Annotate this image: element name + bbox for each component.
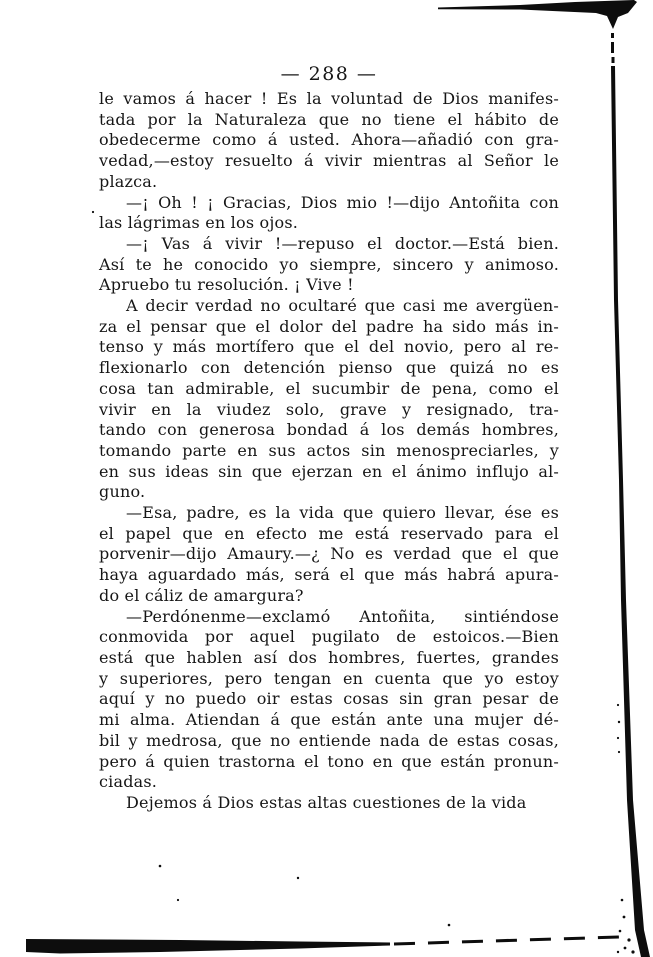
text-line: haya aguardado más, será el que más habrá apura- (99, 565, 559, 585)
text-line: —Esa, padre, es la vida que quiero llevar, ése es (126, 503, 559, 523)
text-line: las lágrimas en los ojos. (99, 213, 299, 233)
scan-artifact-top-edge-line (438, 0, 637, 29)
scan-artifact-right-edge-line (611, 66, 650, 957)
text-line: do el cáliz de amargura? (99, 585, 304, 605)
scan-artifact-bottom-shadow (26, 939, 390, 954)
text-line: ciadas. (99, 772, 158, 792)
text-line: le vamos á hacer ! Es la voluntad de Dios manifes- (99, 89, 559, 108)
text-line: está que hablen así dos hombres, fuertes, grandes (99, 647, 559, 667)
text-line: flexionarlo con detención pienso que quizá no es (99, 358, 559, 378)
text-line: tenso y más mortífero que el del novio, pero al re- (99, 337, 559, 357)
text-line: porvenir—dijo Amaury.—¿ No es verdad que el que (99, 544, 559, 564)
text-line: Así te he conocido yo siempre, sincero y animoso. (99, 254, 559, 274)
text-block (99, 89, 559, 814)
text-line: —¡ Vas á vivir !—repuso el doctor.—Está bien. (126, 233, 559, 253)
text-line: tando con generosa bondad á los demás hombres, (99, 420, 559, 440)
text-line: y superiores, pero tengan en cuenta que yo estoy (99, 668, 559, 688)
text-line: el papel que en efecto me está reservado para el (99, 523, 559, 543)
text-line: obedecerme como á usted. Ahora—añadió con gra- (99, 130, 559, 150)
text-line: guno. (99, 482, 146, 502)
text-line: tada por la Naturaleza que no tiene el hábito de (99, 109, 559, 129)
text-line: —Perdónenme—exclamó Antoñita, sintiéndose (126, 606, 559, 626)
text-line: —¡ Oh ! ¡ Gracias, Dios mio !—dijo Antoñita con (126, 192, 559, 212)
text-line: pero á quien trastorna el tono en que están pronun- (99, 751, 559, 771)
text-line: Dejemos á Dios estas altas cuestiones de la vida (126, 792, 527, 812)
text-line: en sus ideas sin que ejerzan en el ánimo influjo al- (99, 461, 559, 481)
text-line: mi alma. Atiendan á que están ante una mujer dé- (99, 710, 559, 730)
text-line: vivir en la viudez solo, grave y resignado, tra- (99, 399, 559, 419)
text-line: za el pensar que el dolor del padre ha sido más in- (99, 316, 559, 336)
text-line: vedad,—estoy resuelto á vivir mientras al Señor le (99, 151, 559, 171)
text-line: conmovida por aquel pugilato de estoicos.—Bien (99, 627, 559, 647)
text-line: aquí y no puedo oir estas cosas sin gran pesar de (99, 689, 559, 709)
text-line: tomando parte en sus actos sin menospreciarles, y (99, 440, 559, 460)
text-line: A decir verdad no ocultaré que casi me avergüen- (126, 296, 559, 316)
page-number-header: — 288 — (280, 63, 378, 85)
text-line: bil y medrosa, que no entiende nada de estas cosas, (99, 730, 559, 750)
text-line: Apruebo tu resolución. ¡ Vive ! (99, 275, 354, 295)
text-line: plazca. (99, 171, 158, 191)
text-line: cosa tan admirable, el sucumbir de pena, como el (99, 378, 559, 398)
scan-artifact-bottom-dashed-line (394, 937, 620, 944)
